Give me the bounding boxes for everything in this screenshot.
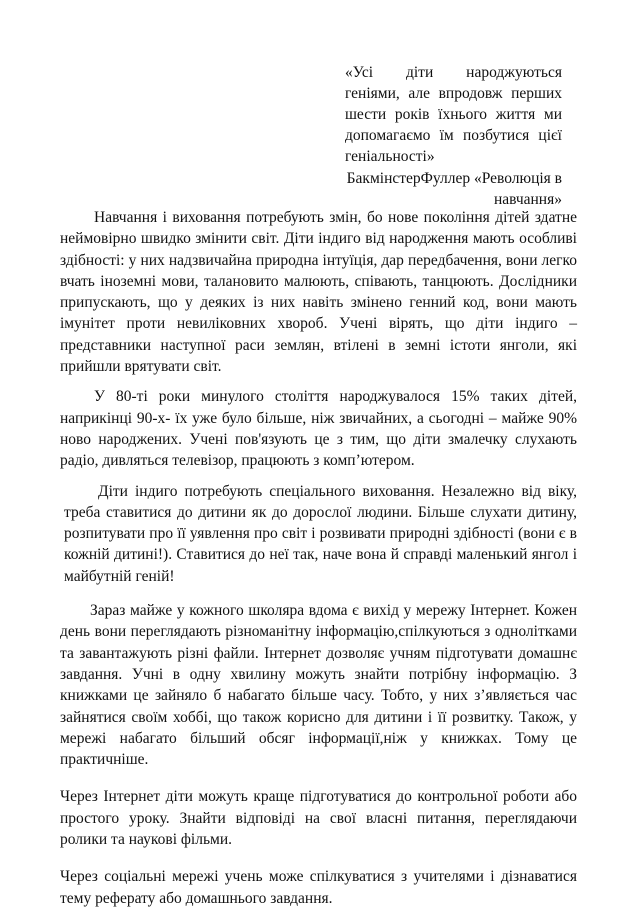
epigraph <box>345 62 562 210</box>
epigraph-quote: «Усі діти народжуються геніями, але впродовж перших шести років їхнього життя ми допомагаємо їм позбутися цієї геніальності» <box>345 64 562 165</box>
paragraph-indigo-children: Навчання і виховання потребують змін, бо нове покоління дітей здатне неймовірно швидко змінити світ. Діти індиго від народження мають особливі здібності: у них надзвичайна природна інтуїція, дар передбачення, вони легко вчать іноземні мови, талановито малюють, співають, танцюють. Дослідники припускають, що у деяких із них навіть змінено генний код, вони мають імунітет проти невиліковних хвороб. Учені вірять, що діти індиго – представники наступної раси землян, втілені в земні істоти янголи, які прийшли врятувати світ. <box>60 209 577 376</box>
paragraph-social-networks: Через соціальні мережі учень може спілкуватися з учителями і дізнаватися тему реферату або домашнього завдання. <box>60 868 577 907</box>
paragraph-test-preparation: Через Інтернет діти можуть краще підготуватися до контрольної роботи або простого уроку. Знайти відповіді на свої власні питання, переглядаючи ролики та наукові фільми. <box>60 788 577 849</box>
epigraph-attribution: БакмінстерФуллер «Революція в навчання» <box>346 170 562 208</box>
paragraph-internet-access: Зараз майже у кожного школяра вдома є вихід у мережу Інтернет. Кожен день вони переглядають різноманітну інформацію,спілкуються з однолітками та завантажують різні файли. Інтернет дозволяє учням підготувати домашнє завдання. Учні в одну хвилину можуть знайти потрібну інформацію. З книжками це зайняло б набагато більше часу. Тобто, у них з’являється час зайнятися своїм хоббі, що також корисно для дитини і її розвитку. Також, у мережі набагато більший обсяг інформації,ніж у книжках. Тому це практичніше. <box>60 602 577 769</box>
paragraph-statistics: У 80-ті роки минулого століття народжувалося 15% таких дітей, наприкінці 90-х- їх уже було більше, ніж звичайних, а сьогодні – майже 90% ново народжених. Учені пов'язують це з тим, що діти змалечку слухають радіо, дивляться телевізор, працюють з комп’ютером. <box>60 388 577 470</box>
paragraph-special-upbringing: Діти індиго потребують спеціального виховання. Незалежно від віку, треба ставитися до дитини як до дорослої людини. Більше слухати дитину, розпитувати про її уявлення про світ і розвивати природні здібності (вони є в кожній дитині!). Ставитися до неї так, наче вона й справді маленький янгол і майбутній геній! <box>64 482 577 585</box>
body-text <box>60 207 577 909</box>
